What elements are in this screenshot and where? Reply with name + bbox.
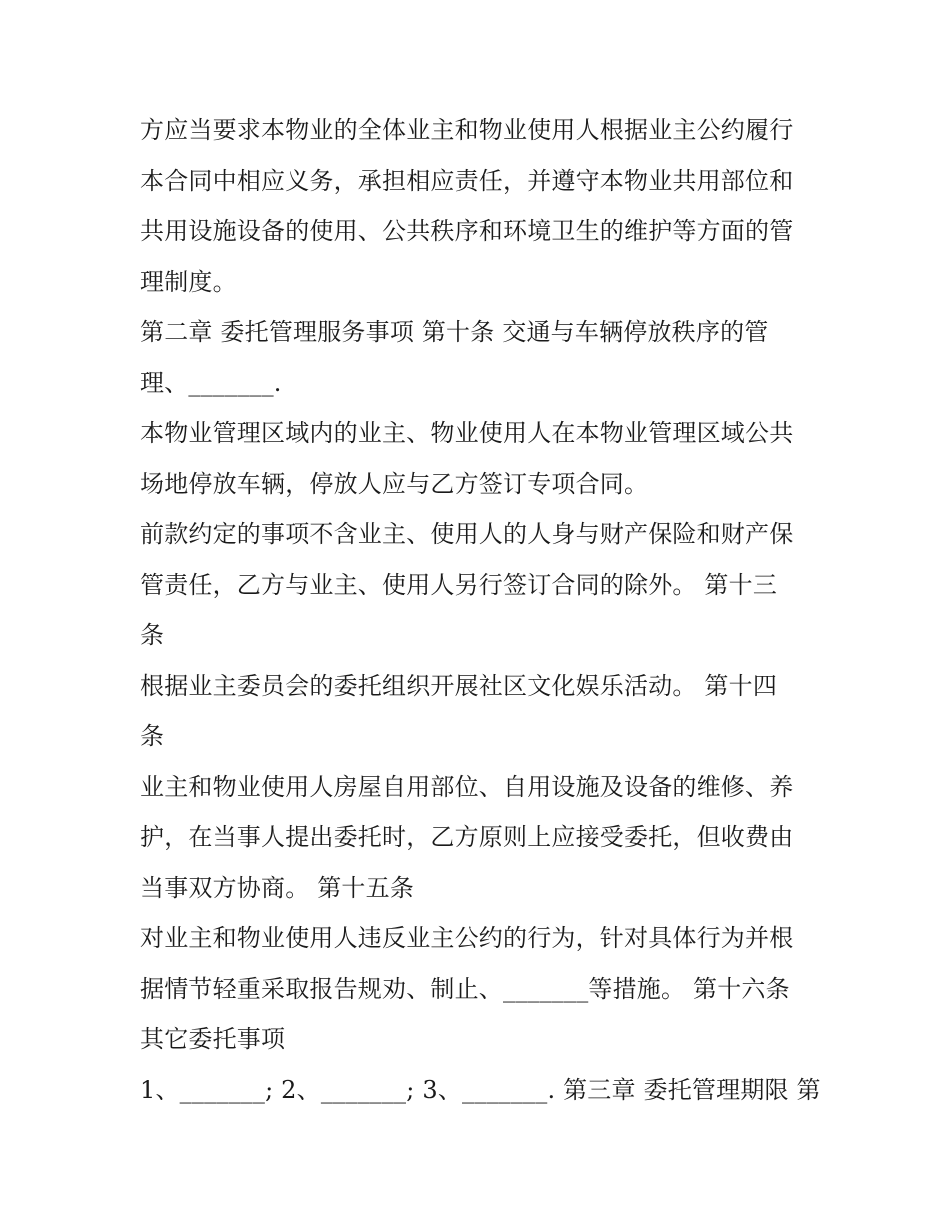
- text-line: 本物业管理区域内的业主、物业使用人在本物业管理区域公共: [140, 419, 794, 447]
- text-line: 对业主和物业使用人违反业主公约的行为，针对具体行为并根: [140, 924, 794, 952]
- text-line: 1、_______; 2、_______; 3、_______. 第三章 委托管理期限 第: [140, 1075, 821, 1104]
- text-line: 本合同中相应义务，承担相应责任，并遵守本物业共用部位和: [140, 166, 794, 195]
- text-line: 管责任，乙方与业主、使用人另行签订合同的除外。 第十三: [140, 570, 778, 599]
- text-line: 据情节轻重采取报告规劝、制止、_______等措施。 第十六条: [140, 974, 790, 1003]
- text-line: 场地停放车辆，停放人应与乙方签订专项合同。: [140, 469, 649, 498]
- text-line: 理、_______.: [140, 368, 282, 397]
- text-line: 其它委托事项: [140, 1025, 286, 1053]
- text-line: 条: [140, 722, 165, 750]
- text-line: 前款约定的事项不含业主、使用人的人身与财产保险和财产保: [140, 520, 794, 548]
- chapter-heading-line: 第二章 委托管理服务事项 第十条 交通与车辆停放秩序的管: [140, 318, 769, 346]
- text-line: 共用设施设备的使用、公共秩序和环境卫生的维护等方面的管: [140, 217, 794, 245]
- text-line: 护，在当事人提出委托时，乙方原则上应接受委托，但收费由: [140, 823, 794, 851]
- text-line: 条: [140, 621, 165, 649]
- text-line: 理制度。: [140, 267, 237, 296]
- text-line: 业主和物业使用人房屋自用部位、自用设施及设备的维修、养: [140, 772, 794, 801]
- text-line: 方应当要求本物业的全体业主和物业使用人根据业主公约履行: [140, 116, 794, 144]
- text-line: 根据业主委员会的委托组织开展社区文化娱乐活动。 第十四: [140, 671, 778, 700]
- text-line: 当事双方协商。 第十五条: [140, 873, 415, 902]
- document-body: [140, 105, 820, 1115]
